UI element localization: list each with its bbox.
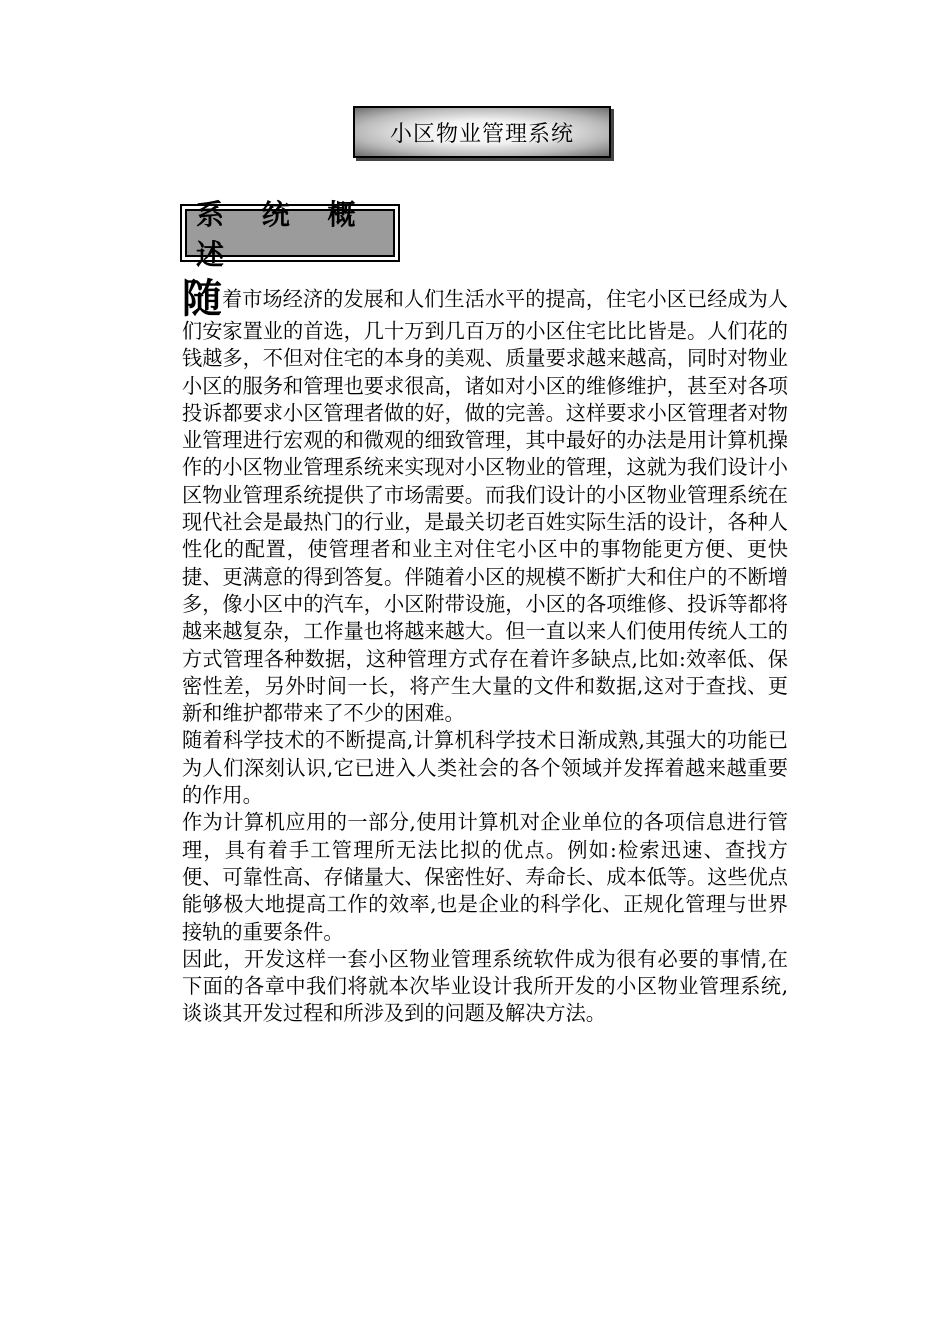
body-text xyxy=(182,276,788,1028)
document-title: 小区物业管理系统 xyxy=(389,121,574,147)
section-heading-box xyxy=(180,198,400,271)
section-heading: 系 统 概 述 xyxy=(196,198,370,271)
paragraph-3: 作为计算机应用的一部分,使用计算机对企业单位的各项信息进行管理，具有着手工管理所无法比拟的优点。例如:检索迅速、查找方便、可靠性高、存储量大、保密性好、寿命长、成本低等。这些优点能够极大地提高工作的效率,也是企业的科学化、正规化管理与世界接轨的重要条件。 xyxy=(182,810,788,944)
paragraph-1 xyxy=(182,276,788,727)
drop-cap: 随 xyxy=(182,276,223,322)
paragraph-2: 随着科学技术的不断提高,计算机科学技术日渐成熟,其强大的功能已为人们深刻认识,它已进入人类社会的各个领域并发挥着越来越重要的作用。 xyxy=(182,728,788,808)
paragraph-1-text: 着市场经济的发展和人们生活水平的提高，住宅小区已经成为人们安家置业的首选，几十万到几百万的小区住宅比比皆是。人们花的钱越多，不但对住宅的本身的美观、质量要求越来越高，同时对物业小区的服务和管理也要求很高，诸如对小区的维修维护，甚至对各项投诉都要求小区管理者做的好，做的完善。这样要求小区管理者对物业管理进行宏观的和微观的细致管理，其中最好的办法是用计算机操作的小区物业管理系统来实现对小区物业的管理，这就为我们设计小区物业管理系统提供了市场需要。而我们设计的小区物业管理系统在现代社会是最热门的行业，是最关切老百姓实际生活的设计，各种人性化的配置，使管理者和业主对住宅小区中的事物能更方便、更快捷、更满意的得到答复。伴随着小区的规模不断扩大和住户的不断增多，像小区中的汽车，小区附带设施，小区的各项维修、投诉等都将越来越复杂，工作量也将越来越大。但一直以来人们使用传统人工的方式管理各种数据，这种管理方式存在着许多缺点,比如:效率低、保密性差，另外时间一长，将产生大量的文件和数据,这对于查找、更新和维护都带来了不少的困难。 xyxy=(182,287,788,726)
paragraph-4: 因此，开发这样一套小区物业管理系统软件成为很有必要的事情,在下面的各章中我们将就本次毕业设计我所开发的小区物业管理系统,谈谈其开发过程和所涉及到的问题及解决方法。 xyxy=(182,946,788,1026)
document-title-box xyxy=(353,106,611,158)
